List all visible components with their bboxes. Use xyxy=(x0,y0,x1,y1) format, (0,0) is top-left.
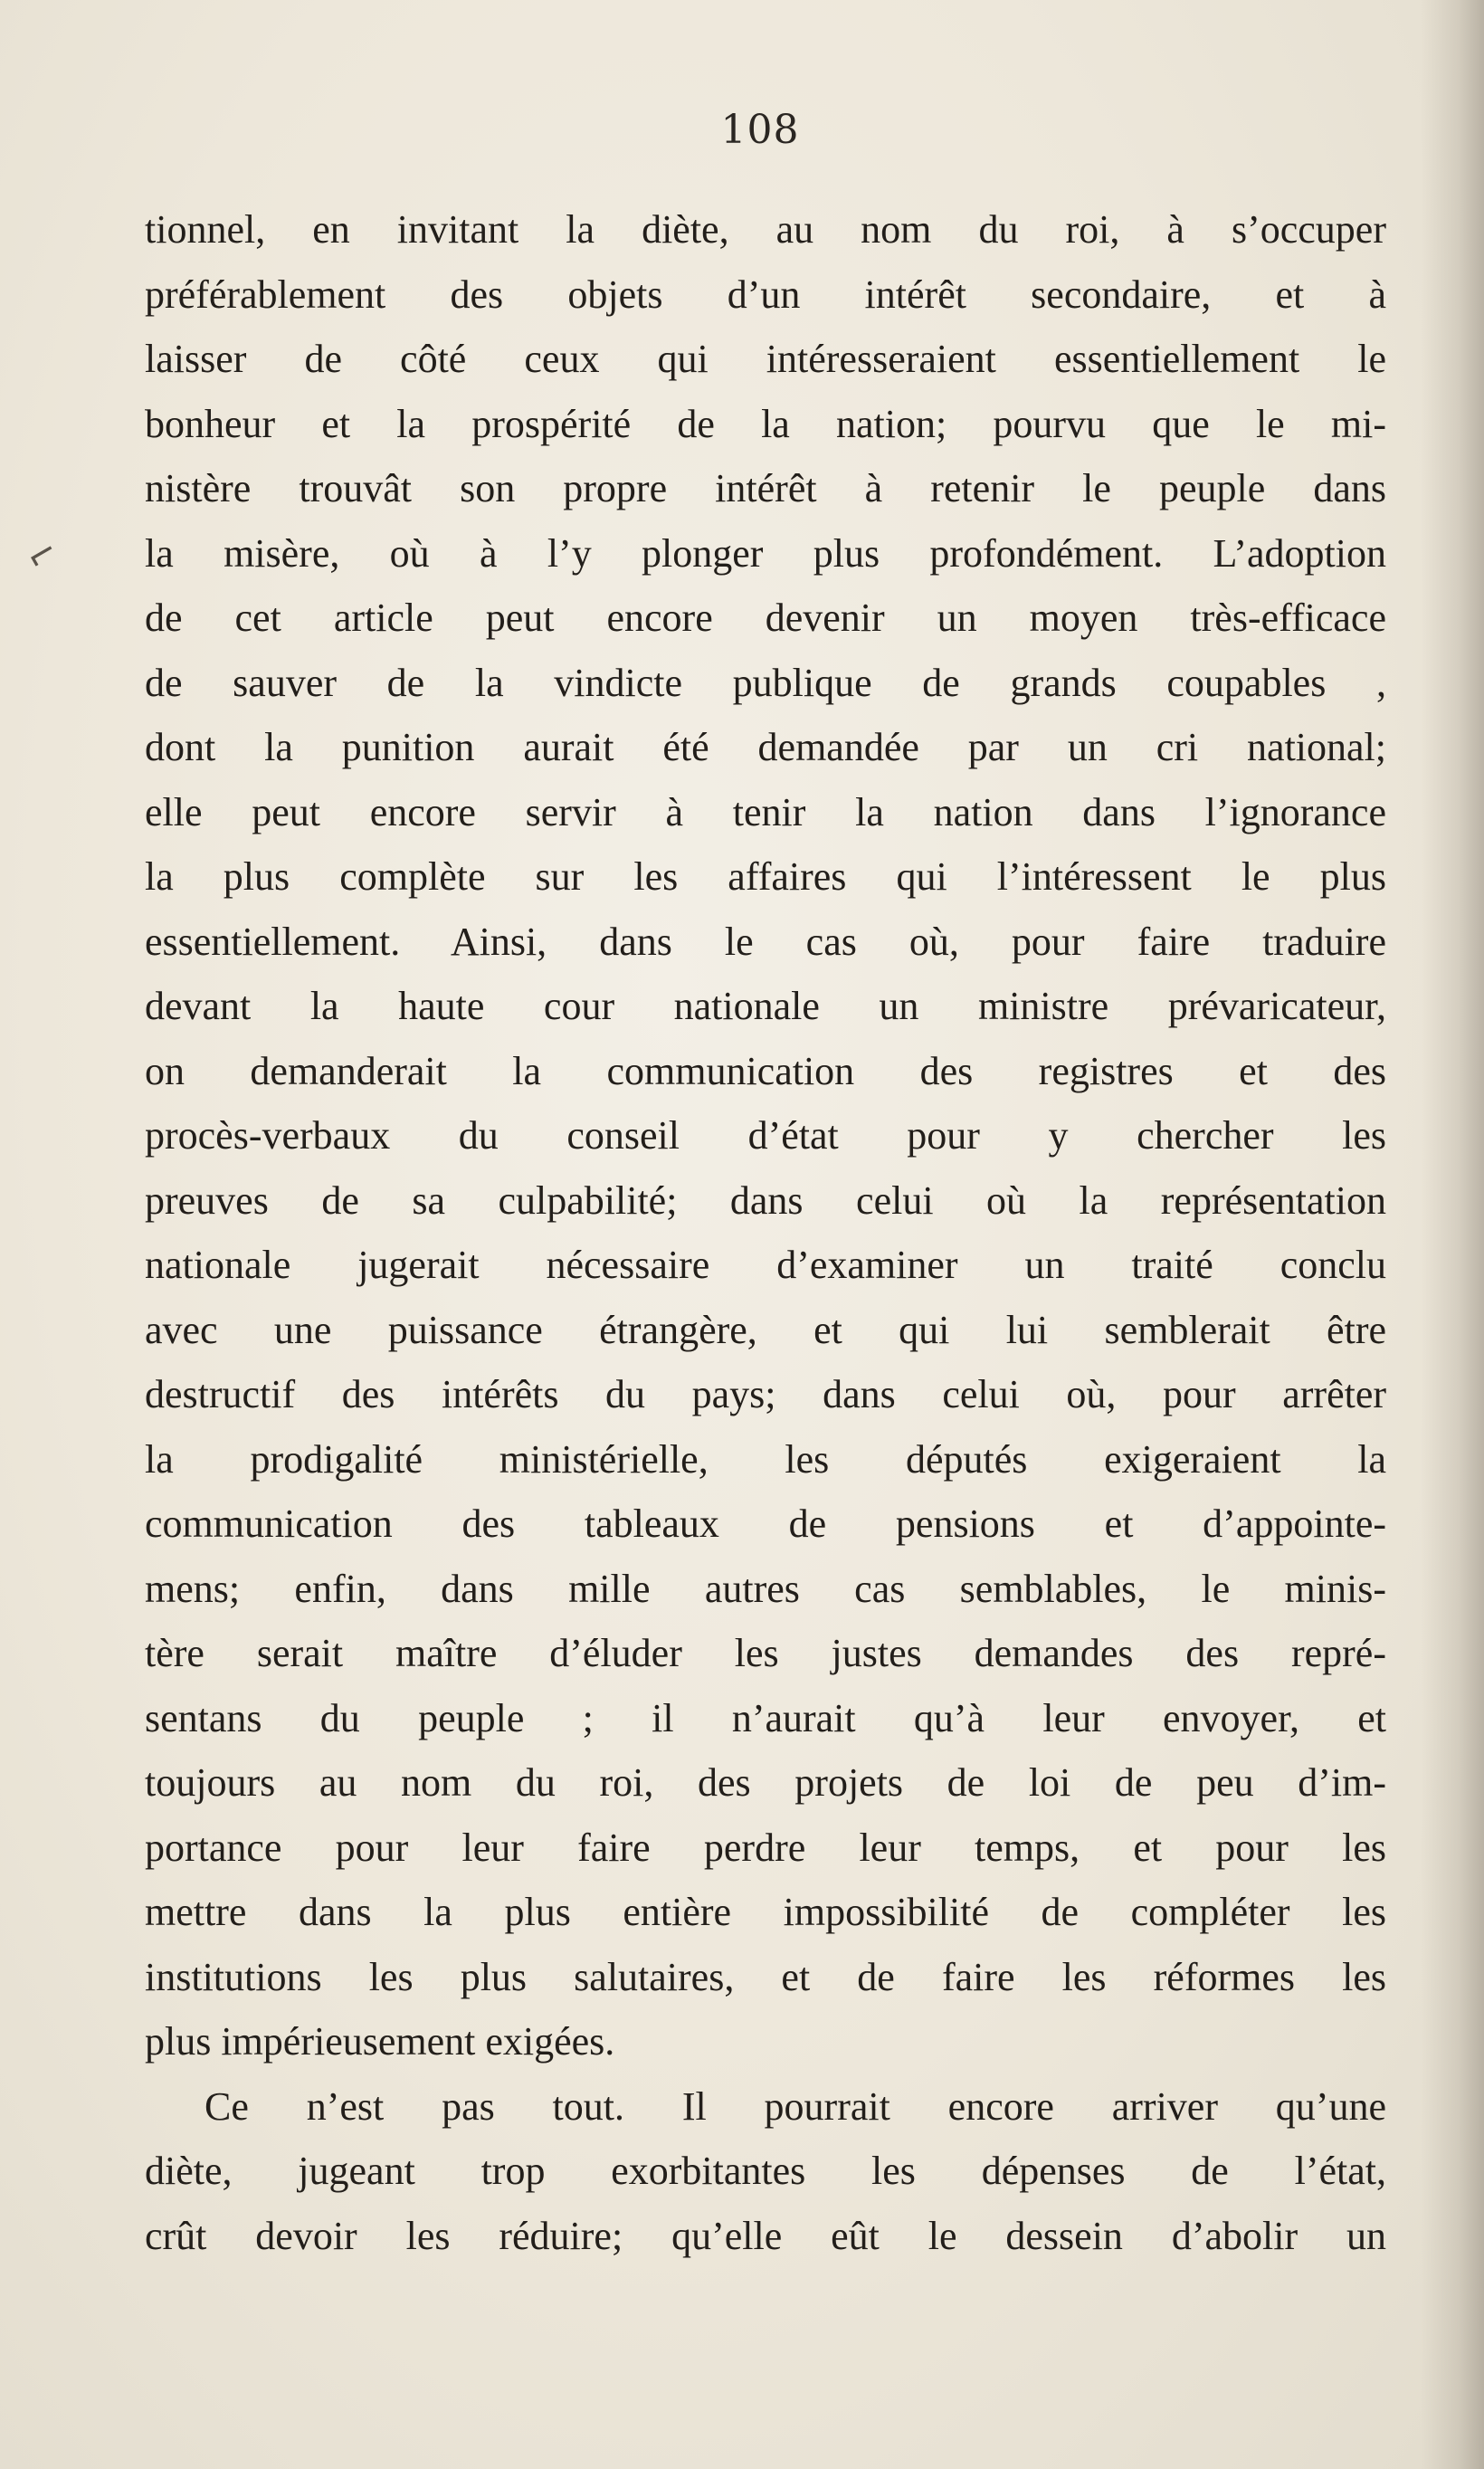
text-line: devant la haute cour nationale un ministre prévaricateur, xyxy=(145,984,1386,1028)
text-line: la plus complète sur les affaires qui l’intéressent le plus xyxy=(145,854,1386,899)
text-line: diète, jugeant trop exorbitantes les dépenses de l’état, xyxy=(145,2149,1386,2193)
text-line: dont la punition aurait été demandée par un cri national; xyxy=(145,725,1386,769)
text-line: tère serait maître d’éluder les justes demandes des repré- xyxy=(145,1631,1386,1675)
text-line: communication des tableaux de pensions et d’appointe- xyxy=(145,1501,1386,1546)
text-line: elle peut encore servir à tenir la nation dans l’ignorance xyxy=(145,789,1386,834)
text-line: avec une puissance étrangère, et qui lui semblerait être xyxy=(145,1307,1386,1352)
text-line: nistère trouvât son propre intérêt à retenir le peuple dans xyxy=(145,466,1386,510)
text-line: destructif des intérêts du pays; dans celui où, pour arrêter xyxy=(145,1372,1386,1416)
text-line: la prodigalité ministérielle, les députés exigeraient la xyxy=(145,1436,1386,1482)
text-line: de sauver de la vindicte publique de grands coupables , xyxy=(145,660,1386,705)
text-line: toujours au nom du roi, des projets de loi de peu d’im- xyxy=(145,1760,1386,1805)
page-number: 108 xyxy=(720,107,800,153)
text-line: laisser de côté ceux qui intéresseraient essentiellement le xyxy=(145,337,1386,381)
margin-pencil-mark: ⌐ xyxy=(18,529,66,581)
text-line: portance pour leur faire perdre leur temps, et pour les xyxy=(145,1825,1386,1870)
text-line: institutions les plus salutaires, et de faire les réformes les xyxy=(145,1954,1386,1999)
text-line: procès-verbaux du conseil d’état pour y chercher les xyxy=(145,1113,1386,1158)
text-line: de cet article peut encore devenir un moyen très-efficace xyxy=(145,596,1386,640)
text-line: préférablement des objets d’un intérêt secondaire, et à xyxy=(145,272,1386,317)
body-text xyxy=(145,197,1386,2268)
page-gutter-shadow xyxy=(1421,0,1484,2469)
text-line: tionnel, en invitant la diète, au nom du roi, à s’occuper xyxy=(145,207,1386,252)
text-line: la misère, où à l’y plonger plus profondément. L’adoption xyxy=(145,530,1386,576)
text-line: nationale jugerait nécessaire d’examiner un traité conclu xyxy=(145,1243,1386,1287)
text-line: mettre dans la plus entière impossibilité de compléter les xyxy=(145,1890,1386,1934)
text-line: preuves de sa culpabilité; dans celui où la représentation xyxy=(145,1177,1386,1223)
text-line: essentiellement. Ainsi, dans le cas où, pour faire traduire xyxy=(145,919,1386,964)
text-line: bonheur et la prospérité de la nation; pourvu que le mi- xyxy=(145,401,1386,446)
text-line: crût devoir les réduire; qu’elle eût le dessein d’abolir un xyxy=(145,2213,1386,2258)
text-line: mens; enfin, dans mille autres cas semblables, le minis- xyxy=(145,1566,1386,1611)
text-line: on demanderait la communication des registres et des xyxy=(145,1048,1386,1093)
text-line: sentans du peuple ; il n’aurait qu’à leur envoyer, et xyxy=(145,1695,1386,1740)
paragraph-end-line: plus impérieusement exigées. xyxy=(145,2019,615,2064)
paragraph-start-line: Ce n’est pas tout. Il pourrait encore arriver qu’une xyxy=(205,2083,1386,2129)
